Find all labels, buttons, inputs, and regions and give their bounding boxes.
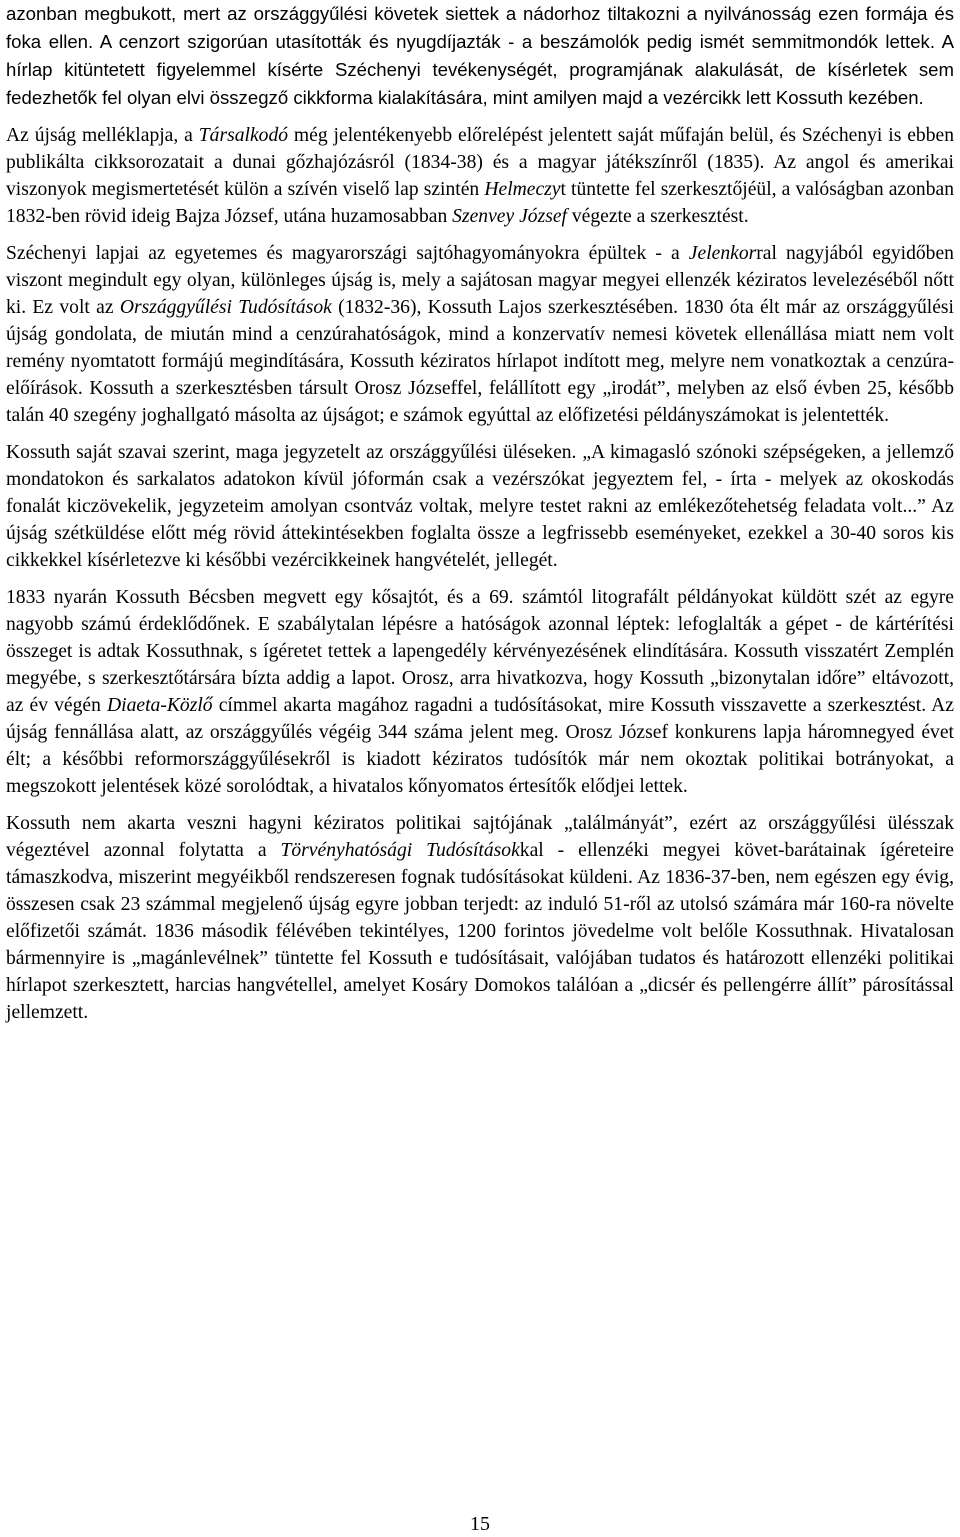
- paragraph-6: [6, 810, 954, 1026]
- paragraph-5: [6, 584, 954, 800]
- paragraph-1-text-a: azonban megbukott, mert az országgyűlési követek siettek a nádorhoz tiltakozni a nyilvánosság ezen formája és foka ellen. A cenzort szigorúan utasították és nyugdíjazták - a beszámolók pedig ismét semmitmondók lettek.: [6, 3, 954, 52]
- page-number: 15: [470, 1513, 490, 1535]
- paragraph-2-text-d: végezte a szerkesztést.: [566, 206, 749, 227]
- paragraph-2-name-helmeczy: Helmeczy: [484, 179, 561, 200]
- paragraph-2: [6, 122, 954, 230]
- paragraph-2-text-c: t tüntette fel szerkesztőjéül, a valóságban azonban 1832-ben rövid ideig Bajza József, utána huzamosabban: [6, 179, 955, 227]
- paragraph-5-text-a: 1833 nyarán Kossuth Bécsben megvett egy kősajtót, és a 69. számtól litografált példányokat küldött szét az egyre nagyobb számú érdeklődőnek. E szabálytalan lépésre a hatóságok azonnal léptek: lefoglalták a gépet - de kártérítési összeget is adtak Kossuthnak, s ígéretet tettek a lapengedély kérvényezésének elindítására. Kossuth visszatért Zemplén megyébe, s szerkesztőtársára bízta addig a lapot. Orosz, arra hivatkozva, hogy Kossuth „bizonytalan időre” eltávozott, az év végén: [6, 587, 954, 716]
- paragraph-4-text-a: Kossuth saját szavai szerint, maga jegyzetelt az országgyűlési üléseken. „A kimagasló szónoki szépségeken, a jellemző mondatokon és sarkalatos adatokon kívül jóformán csak a vezérszókat jegyeztem fel, - írta - melyek az okoskodás fonalát kiczövekelik, jegyzeteim amolyan csontváz voltak, melyre testet rakni az emlékezőtehetség feladata volt...” Az újság szétküldése előtt még rövid áttekintésekben foglalta össze a legfrissebb eseményeket, ezekkel a 30-40 soros kis cikkekkel kísérletezve ki későbbi vezércikkeinek hangvételét, jellegét.: [6, 442, 954, 571]
- paragraph-3-text-a: Széchenyi lapjai az egyetemes és magyarországi sajtóhagyományokra épültek - a: [6, 243, 689, 264]
- paragraph-3-title-jelenkor: Jelenkor: [688, 243, 757, 264]
- paragraph-2-name-szenvey: Szenvey József: [452, 206, 567, 227]
- paragraph-5-text-b: címmel akarta magához ragadni a tudósításokat, mire Kossuth visszavette a szerkesztést. Az újság fennállása alatt, az országgyűlés végéig 344 száma jelent meg. Orosz József konkurens lapja háromnegyed évet élt; a későbbi reformországgyűlésekről is kiadott kéziratos tudósítók már nem okoztak politikai botrányokat, a megszokott jelentések közé sorolódtak, a hivatalos kőnyomatos értesítők elődjei lettek.: [6, 695, 954, 797]
- paragraph-2-text-a: Az újság melléklapja, a: [6, 125, 199, 146]
- paragraph-3-text-b: ral nagyjából egyidőben viszont megindult egy olyan, különleges újság is, mely a sajátosan magyar megyei ellenzék kéziratos levelezéséből nőtt ki. Ez volt az: [6, 243, 954, 318]
- paragraph-6-title-torvenyhatosagi: Törvényhatósági Tudósítások: [280, 840, 520, 861]
- paragraph-6-text-b: kal - ellenzéki megyei követ-barátainak ígéreteire támaszkodva, miszerint megyéikből rendszeresen fognak tudósításokat küldeni. Az 1836-37-ben, nem egészen egy évig, összesen csak 23 számmal megjelenő újság egyre jobban terjedt: az induló 51-ről az utolsó számára már 160-ra növelte előfizetői számát. 1836 második félévében tekintélyes, 1200 forintos jövedelme volt belőle Kossuthnak. Hivatalosan bármennyire is „magánlevélnek” tüntette fel Kossuth e tudósításait, valójában tudatos és határozott ellenzéki politikai hírlapot szerkesztett, harcias hangvétellel, amelyet Kosáry Domokos találóan a „dicsér és pellengérre állít” párosítással jellemzett.: [6, 840, 954, 1023]
- paragraph-4: [6, 439, 954, 574]
- paragraph-2-text-b: még jelentékenyebb előrelépést jelentett saját műfaján belül, és Széchenyi is ebben publikálta cikksorozatait a dunai gőzhajózásról (1834-38) és a magyar játékszínről (1835). Az angol és amerikai viszonyok megismertetését külön a szívén viselő lap szintén: [6, 125, 954, 200]
- paragraph-1: [6, 0, 954, 112]
- paragraph-3-text-c: (1832-36), Kossuth Lajos szerkesztésében. 1830 óta élt már az országgyűlési újság gondolata, de miután mind a cenzúrahatóságok, mind a konzervatív nemesi követek ellenállása miatt nem volt remény nyomtatott formájú megindítására, Kossuth kéziratos hírlapot indított meg, melyre nem vonatkoztak a cenzúra-előírások. Kossuth a szerkesztésben társult Orosz Józseffel, felállított egy „irodát”, melyben az első évben 25, később talán 40 szegény joghallgató másolta az újságot; e számok egyúttal az előfizetési példányszámokat is jelentették.: [6, 297, 954, 426]
- document-body: [6, 0, 954, 1036]
- paragraph-3-title-orszaggyulesi: Országgyűlési Tudósítások: [119, 297, 332, 318]
- paragraph-2-title-tarsalkodo: Társalkodó: [198, 125, 289, 146]
- paragraph-3: [6, 240, 954, 429]
- paragraph-1-text-b: A hírlap kitüntetett figyelemmel kísérte Széchenyi tevékenységét, programjának alakulását, de kísérletek sem fedezhetők fel olyan elvi összegző cikkforma kialakítására, mint amilyen majd a vezércikk lett Kossuth kezében.: [6, 31, 954, 108]
- paragraph-6-text-a: Kossuth nem akarta veszni hagyni kéziratos politikai sajtójának „találmányát”, ezért az országgyűlési ülésszak végeztével azonnal folytatta a: [6, 813, 954, 861]
- paragraph-5-title-diaeta: Diaeta-Közlő: [107, 695, 213, 716]
